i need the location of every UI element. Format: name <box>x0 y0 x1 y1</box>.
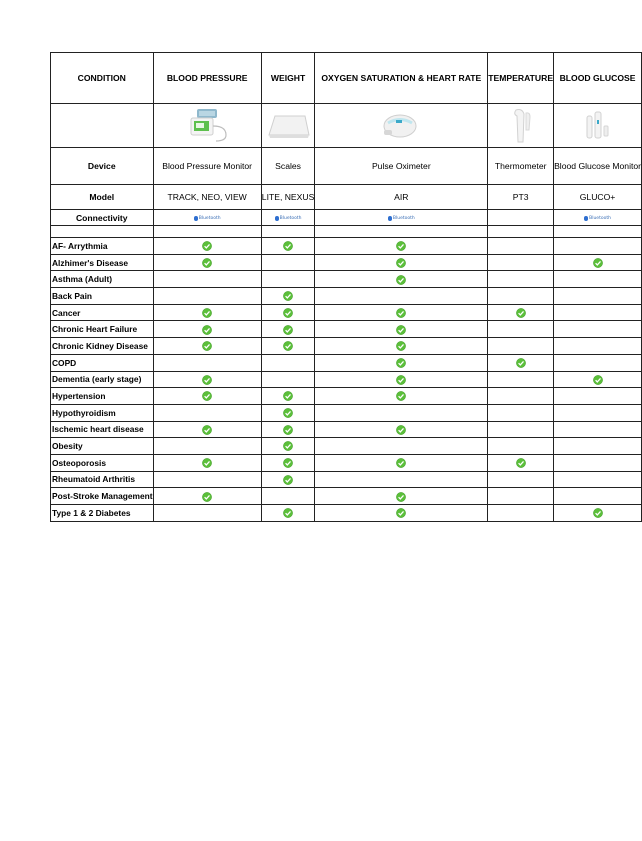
model-row <box>51 185 642 210</box>
condition-cell <box>315 505 488 522</box>
condition-cell <box>488 488 554 505</box>
condition-cell <box>153 454 261 471</box>
condition-cell <box>554 254 642 271</box>
device-name: Blood Glucose Monitor <box>554 148 642 185</box>
check-icon <box>396 508 406 518</box>
check-icon <box>283 508 293 518</box>
scales-image <box>261 104 315 148</box>
check-icon <box>396 325 406 335</box>
condition-cell <box>315 454 488 471</box>
condition-name: Post-Stroke Management <box>51 488 154 505</box>
condition-cell <box>261 354 315 371</box>
check-icon <box>202 258 212 268</box>
connectivity-cell <box>153 210 261 226</box>
condition-name: Back Pain <box>51 288 154 305</box>
header-blood-pressure: BLOOD PRESSURE <box>153 53 261 104</box>
model-name: AIR <box>315 185 488 210</box>
connectivity-cell <box>315 210 488 226</box>
condition-cell <box>488 438 554 455</box>
condition-name: AF- Arrythmia <box>51 238 154 255</box>
condition-row <box>51 321 642 338</box>
condition-row <box>51 505 642 522</box>
condition-name: Alzhimer's Disease <box>51 254 154 271</box>
condition-cell <box>488 304 554 321</box>
header-condition: CONDITION <box>51 53 154 104</box>
condition-name: Chronic Heart Failure <box>51 321 154 338</box>
spacer-row <box>51 226 642 238</box>
condition-cell <box>554 404 642 421</box>
check-icon <box>593 258 603 268</box>
condition-cell <box>315 254 488 271</box>
condition-row <box>51 288 642 305</box>
condition-row <box>51 271 642 288</box>
condition-cell <box>261 254 315 271</box>
condition-cell <box>261 321 315 338</box>
check-icon <box>202 308 212 318</box>
condition-cell <box>488 388 554 405</box>
condition-cell <box>153 421 261 438</box>
check-icon <box>283 308 293 318</box>
condition-cell <box>261 471 315 488</box>
condition-row <box>51 304 642 321</box>
check-icon <box>396 341 406 351</box>
condition-cell <box>554 438 642 455</box>
condition-cell <box>261 404 315 421</box>
condition-cell <box>488 454 554 471</box>
model-row-label: Model <box>51 185 154 210</box>
condition-cell <box>315 421 488 438</box>
condition-cell <box>153 271 261 288</box>
device-name: Scales <box>261 148 315 185</box>
condition-cell <box>261 271 315 288</box>
check-icon <box>283 441 293 451</box>
check-icon <box>396 358 406 368</box>
bluetooth-badge: Bluetooth <box>275 216 302 221</box>
device-name: Blood Pressure Monitor <box>153 148 261 185</box>
device-row <box>51 148 642 185</box>
condition-cell <box>315 488 488 505</box>
check-icon <box>396 375 406 385</box>
condition-cell <box>153 505 261 522</box>
condition-row <box>51 471 642 488</box>
condition-cell <box>554 271 642 288</box>
check-icon <box>593 508 603 518</box>
bluetooth-badge: Bluetooth <box>194 216 221 221</box>
condition-cell <box>554 321 642 338</box>
condition-name: Chronic Kidney Disease <box>51 338 154 355</box>
model-name: TRACK, NEO, VIEW <box>153 185 261 210</box>
condition-cell <box>554 238 642 255</box>
condition-cell <box>554 388 642 405</box>
condition-cell <box>554 471 642 488</box>
bluetooth-icon <box>194 216 198 221</box>
condition-cell <box>153 238 261 255</box>
condition-cell <box>261 438 315 455</box>
condition-cell <box>554 505 642 522</box>
condition-cell <box>488 321 554 338</box>
device-image-row <box>51 104 642 148</box>
condition-cell <box>315 321 488 338</box>
condition-cell <box>315 471 488 488</box>
connectivity-cell <box>261 210 315 226</box>
condition-cell <box>554 421 642 438</box>
condition-row <box>51 438 642 455</box>
check-icon <box>283 291 293 301</box>
condition-cell <box>488 371 554 388</box>
condition-cell <box>488 354 554 371</box>
bluetooth-icon <box>584 216 588 221</box>
bluetooth-badge: Bluetooth <box>584 216 611 221</box>
condition-cell <box>488 271 554 288</box>
connectivity-row <box>51 210 642 226</box>
condition-cell <box>554 354 642 371</box>
condition-name: Type 1 & 2 Diabetes <box>51 505 154 522</box>
check-icon <box>396 308 406 318</box>
check-icon <box>283 241 293 251</box>
condition-name: Asthma (Adult) <box>51 271 154 288</box>
condition-cell <box>315 388 488 405</box>
check-icon <box>202 458 212 468</box>
check-icon <box>283 341 293 351</box>
blood-glucose-monitor-image <box>554 104 642 148</box>
condition-name: Obesity <box>51 438 154 455</box>
condition-cell <box>153 404 261 421</box>
check-icon <box>283 325 293 335</box>
condition-cell <box>488 254 554 271</box>
condition-row <box>51 254 642 271</box>
condition-name: Hypothyroidism <box>51 404 154 421</box>
check-icon <box>202 492 212 502</box>
check-icon <box>283 391 293 401</box>
condition-cell <box>153 288 261 305</box>
model-name: LITE, NEXUS <box>261 185 315 210</box>
condition-row <box>51 238 642 255</box>
condition-cell <box>153 354 261 371</box>
condition-cell <box>153 438 261 455</box>
condition-row <box>51 488 642 505</box>
condition-cell <box>153 388 261 405</box>
condition-cell <box>261 488 315 505</box>
condition-row <box>51 354 642 371</box>
condition-cell <box>488 288 554 305</box>
connectivity-row-label: Connectivity <box>51 210 154 226</box>
bluetooth-icon <box>388 216 392 221</box>
condition-cell <box>315 354 488 371</box>
condition-cell <box>488 421 554 438</box>
condition-cell <box>315 438 488 455</box>
condition-cell <box>315 371 488 388</box>
check-icon <box>202 375 212 385</box>
header-oxygen: OXYGEN SATURATION & HEART RATE <box>315 53 488 104</box>
condition-cell <box>315 288 488 305</box>
check-icon <box>202 241 212 251</box>
check-icon <box>202 425 212 435</box>
condition-cell <box>488 471 554 488</box>
condition-cell <box>488 238 554 255</box>
check-icon <box>396 425 406 435</box>
condition-cell <box>153 321 261 338</box>
condition-row <box>51 404 642 421</box>
check-icon <box>283 475 293 485</box>
check-icon <box>396 241 406 251</box>
condition-cell <box>554 304 642 321</box>
condition-cell <box>488 404 554 421</box>
check-icon <box>396 275 406 285</box>
condition-cell <box>488 505 554 522</box>
check-icon <box>283 408 293 418</box>
condition-cell <box>315 304 488 321</box>
check-icon <box>516 308 526 318</box>
check-icon <box>202 391 212 401</box>
condition-cell <box>153 304 261 321</box>
condition-cell <box>153 371 261 388</box>
condition-cell <box>315 271 488 288</box>
blood-pressure-monitor-image <box>153 104 261 148</box>
model-name: GLUCO+ <box>554 185 642 210</box>
condition-cell <box>554 454 642 471</box>
condition-name: Hypertension <box>51 388 154 405</box>
condition-row <box>51 454 642 471</box>
condition-name: Rheumatoid Arthritis <box>51 471 154 488</box>
condition-cell <box>153 488 261 505</box>
condition-cell <box>554 488 642 505</box>
check-icon <box>396 391 406 401</box>
thermometer-image <box>488 104 554 148</box>
pulse-oximeter-image <box>315 104 488 148</box>
condition-cell <box>315 338 488 355</box>
condition-cell <box>153 338 261 355</box>
condition-cell <box>261 288 315 305</box>
condition-cell <box>261 238 315 255</box>
condition-cell <box>488 338 554 355</box>
condition-cell <box>153 471 261 488</box>
condition-cell <box>554 288 642 305</box>
condition-row <box>51 338 642 355</box>
condition-name: Ischemic heart disease <box>51 421 154 438</box>
check-icon <box>283 458 293 468</box>
connectivity-cell <box>554 210 642 226</box>
condition-cell <box>554 371 642 388</box>
condition-row <box>51 371 642 388</box>
check-icon <box>516 358 526 368</box>
bluetooth-icon <box>275 216 279 221</box>
check-icon <box>516 458 526 468</box>
check-icon <box>396 458 406 468</box>
condition-cell <box>261 454 315 471</box>
device-name: Pulse Oximeter <box>315 148 488 185</box>
header-weight: WEIGHT <box>261 53 315 104</box>
check-icon <box>396 492 406 502</box>
condition-name: Osteoporosis <box>51 454 154 471</box>
condition-cell <box>261 421 315 438</box>
check-icon <box>593 375 603 385</box>
condition-cell <box>315 238 488 255</box>
bluetooth-badge: Bluetooth <box>388 216 415 221</box>
condition-cell <box>261 304 315 321</box>
header-row <box>51 53 642 104</box>
header-glucose: BLOOD GLUCOSE <box>554 53 642 104</box>
condition-row <box>51 388 642 405</box>
condition-cell <box>315 404 488 421</box>
check-icon <box>283 425 293 435</box>
condition-name: Dementia (early stage) <box>51 371 154 388</box>
condition-name: COPD <box>51 354 154 371</box>
check-icon <box>396 258 406 268</box>
condition-cell <box>261 371 315 388</box>
condition-cell <box>261 505 315 522</box>
model-name: PT3 <box>488 185 554 210</box>
device-condition-table <box>50 52 642 522</box>
condition-cell <box>261 388 315 405</box>
condition-cell <box>261 338 315 355</box>
condition-name: Cancer <box>51 304 154 321</box>
check-icon <box>202 341 212 351</box>
connectivity-cell <box>488 210 554 226</box>
check-icon <box>202 325 212 335</box>
condition-row <box>51 421 642 438</box>
device-name: Thermometer <box>488 148 554 185</box>
header-temperature: TEMPERATURE <box>488 53 554 104</box>
condition-cell <box>153 254 261 271</box>
device-row-label: Device <box>51 148 154 185</box>
condition-cell <box>554 338 642 355</box>
